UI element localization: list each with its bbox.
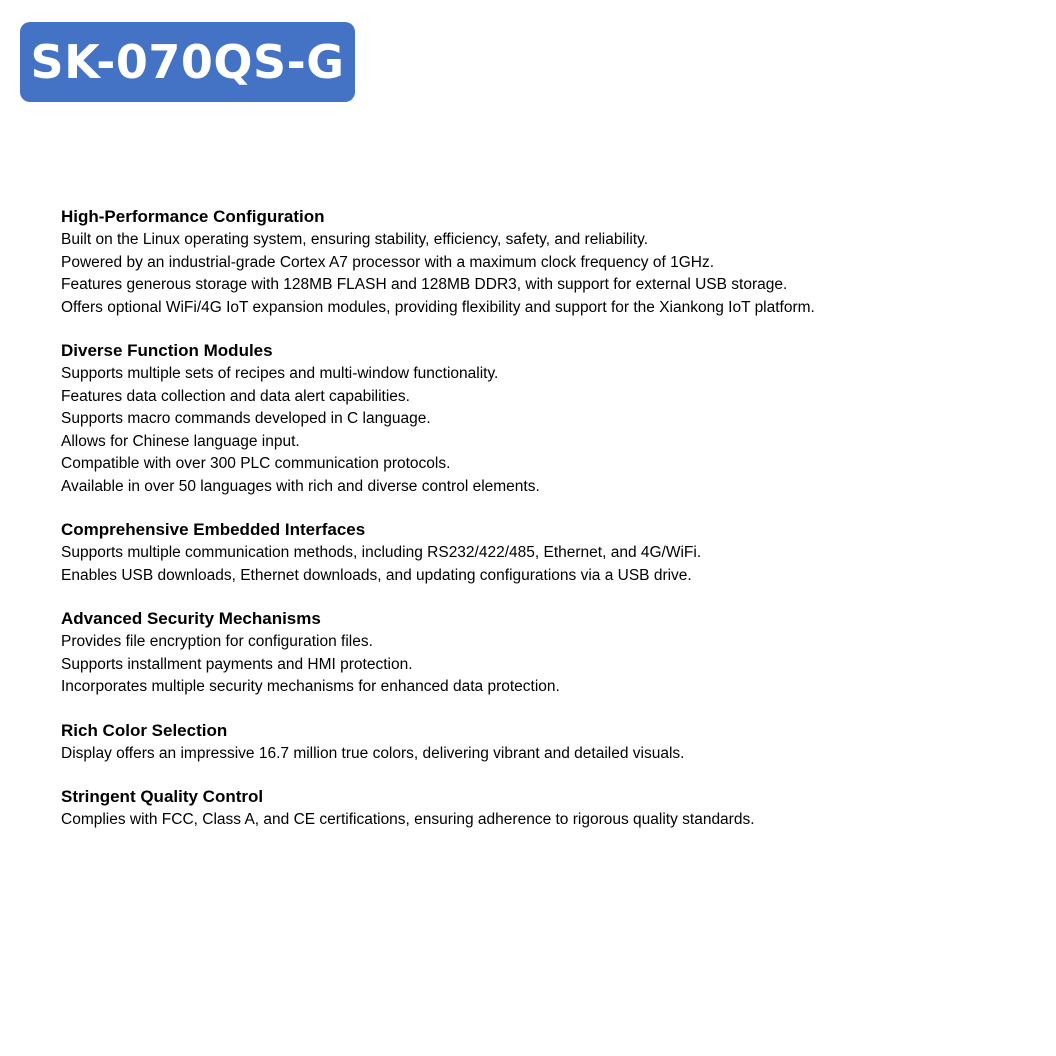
- section-line: Supports multiple sets of recipes and multi-window functionality.: [61, 365, 499, 382]
- section-rich-color-selection: [61, 719, 1031, 766]
- section-line: Powered by an industrial-grade Cortex A7 processor with a maximum clock frequency of 1GHz.: [61, 253, 715, 271]
- section-line: Enables USB downloads, Ethernet downloads, and updating configurations via a USB drive.: [61, 566, 692, 584]
- page-title: SK-070QS-G: [30, 35, 345, 89]
- section-line: Available in over 50 languages with rich and diverse control elements.: [61, 477, 540, 495]
- section-line: Built on the Linux operating system, ensuring stability, efficiency, safety, and reliability.: [61, 231, 649, 248]
- section-line: Features data collection and data alert capabilities.: [61, 387, 410, 405]
- section-line: Offers optional WiFi/4G IoT expansion modules, providing flexibility and support for the Xiankong IoT platform.: [61, 298, 815, 316]
- section-diverse-function-modules: [61, 339, 1031, 498]
- section-line: Supports multiple communication methods, including RS232/422/485, Ethernet, and 4G/WiFi.: [61, 544, 702, 561]
- section-line: Provides file encryption for configuration files.: [61, 633, 373, 650]
- section-heading: Rich Color Selection: [61, 720, 228, 740]
- feature-list: [61, 205, 1031, 832]
- section-line: Supports macro commands developed in C language.: [61, 410, 431, 427]
- section-heading: Diverse Function Modules: [61, 341, 273, 360]
- section-line: Display offers an impressive 16.7 million true colors, delivering vibrant and detailed visuals.: [61, 744, 685, 762]
- section-heading: Stringent Quality Control: [61, 787, 264, 806]
- section-line: Features generous storage with 128MB FLASH and 128MB DDR3, with support for external USB storage.: [61, 276, 788, 293]
- section-heading: Comprehensive Embedded Interfaces: [61, 520, 366, 539]
- section-comprehensive-embedded-interfaces: [61, 518, 1031, 587]
- section-stringent-quality-control: [61, 785, 1031, 832]
- section-advanced-security-mechanisms: [61, 607, 1031, 699]
- title-badge: [20, 22, 355, 102]
- section-high-performance-configuration: [61, 205, 1031, 319]
- section-heading: Advanced Security Mechanisms: [61, 609, 321, 628]
- section-line: Supports installment payments and HMI protection.: [61, 655, 413, 673]
- section-line: Complies with FCC, Class A, and CE certifications, ensuring adherence to rigorous quality standards.: [61, 811, 755, 828]
- section-heading: High-Performance Configuration: [61, 207, 325, 226]
- section-line: Compatible with over 300 PLC communication protocols.: [61, 455, 451, 472]
- section-line: Incorporates multiple security mechanisms for enhanced data protection.: [61, 678, 560, 695]
- section-line: Allows for Chinese language input.: [61, 432, 300, 450]
